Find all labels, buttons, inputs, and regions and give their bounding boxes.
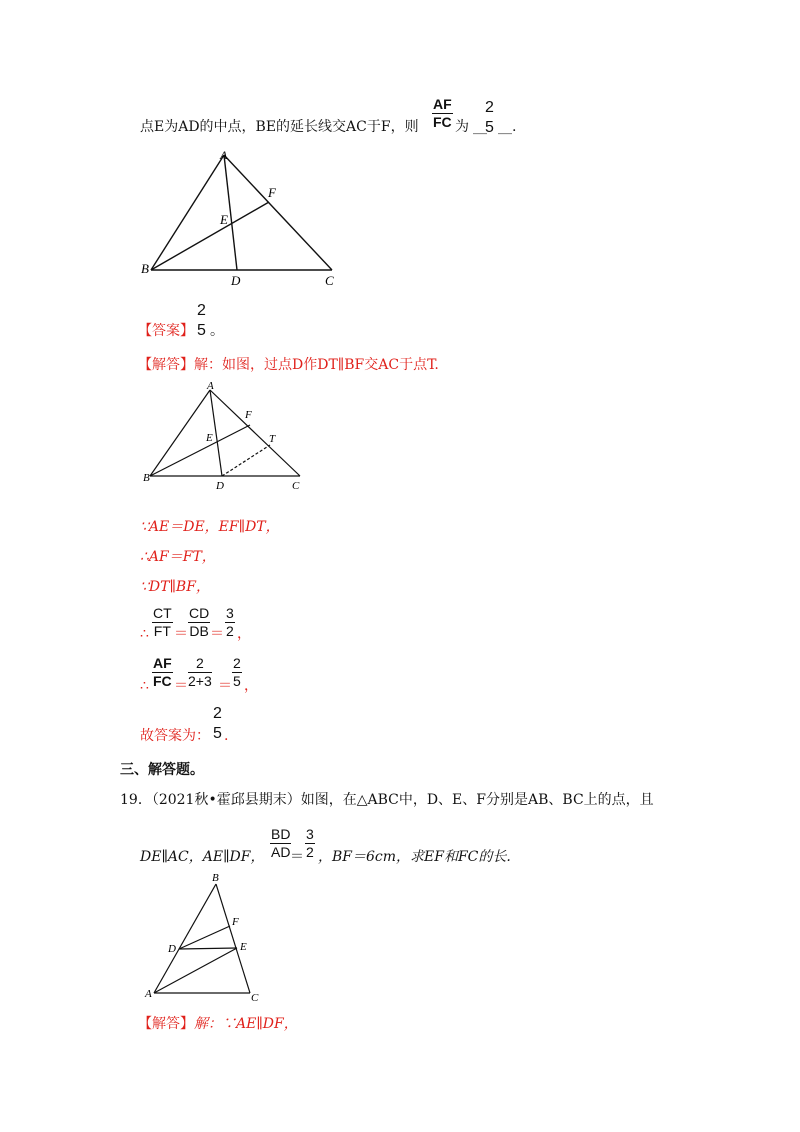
label-C: C: [325, 273, 334, 288]
final-fraction: 2 5: [213, 705, 222, 742]
label-F: F: [245, 409, 252, 421]
label-F: F: [232, 916, 239, 928]
step5-frac-2-over-sum: 2 2+3: [188, 655, 212, 689]
label-D: D: [168, 943, 176, 955]
fraction-denominator: 5: [485, 119, 494, 136]
q19-answer-label: 【解答】: [138, 1016, 194, 1032]
question-text: 点E为AD的中点，BE的延长线交AC于F，则: [140, 119, 419, 135]
step5-eq2: ＝: [218, 678, 232, 694]
fraction-denominator: FC: [433, 114, 452, 130]
final-answer-text: 故答案为：: [140, 728, 210, 744]
fraction-numerator: AF: [433, 96, 452, 112]
step5-frac-2-5: 2 5: [233, 655, 241, 689]
step4-frac-ct-ft: CT FT: [153, 605, 172, 639]
label-E: E: [206, 432, 213, 444]
label-T: T: [269, 433, 276, 445]
answer-fraction: 2 5: [197, 302, 206, 339]
solution-header: [138, 356, 439, 374]
answer-tail: 。: [210, 323, 224, 339]
step-4-prefix: ∴: [140, 626, 149, 642]
question-text-line: [140, 118, 419, 136]
label-B: B: [212, 872, 219, 884]
step5-frac-af-fc: AF FC: [153, 655, 172, 689]
step5-eq1: ＝: [174, 678, 188, 694]
step4-frac-3-2: 3 2: [226, 605, 234, 639]
step-2: ∴AF＝FT，: [140, 549, 216, 565]
step-3: ∵DT∥BF，: [140, 579, 210, 595]
step4-tail: ，: [237, 626, 251, 642]
label-A: A: [145, 988, 152, 1000]
label-C: C: [292, 480, 300, 492]
triangle-figure-1: [135, 145, 355, 295]
final-answer-tail: .: [224, 728, 229, 744]
question-blank-pre: __: [473, 119, 487, 135]
step-1: ∵AE＝DE，EF∥DT，: [140, 519, 280, 535]
q19-line2-post: ，BF＝6cm，求EF和FC的长.: [318, 849, 511, 865]
label-B: B: [141, 261, 149, 276]
answer-label: 【答案】: [138, 323, 194, 339]
label-A: A: [220, 148, 228, 162]
step4-frac-cd-db: CD DB: [189, 605, 210, 639]
fraction-numerator: 2: [485, 99, 494, 116]
question-blank-post: __.: [498, 119, 517, 135]
question-wei: 为: [455, 119, 469, 135]
q19-line1: 19．（2021秋•霍邱县期末）如图，在△ABC中，D、E、F分别是AB、BC上的点，且: [120, 792, 654, 808]
solution-label: 【解答】: [138, 357, 194, 373]
q19-fraction-bd-ad: BD AD: [271, 826, 291, 860]
step4-eq1: ＝: [174, 626, 188, 642]
solution-text: 解：如图，过点D作DT∥BF交AC于点T.: [194, 357, 439, 373]
step4-eq2: ＝: [210, 626, 224, 642]
q19-fraction-3-2: 3 2: [306, 826, 314, 860]
label-E: E: [240, 941, 247, 953]
label-F: F: [268, 185, 276, 200]
triangle-figure-2: [140, 378, 320, 498]
triangle-figure-3: [142, 870, 272, 1010]
label-E: E: [220, 212, 228, 227]
label-D: D: [216, 480, 224, 492]
q19-eq: ＝: [290, 849, 304, 865]
label-C: C: [251, 992, 259, 1004]
q19-answer-text: 解：∵AE∥DF，: [194, 1016, 298, 1032]
label-A: A: [207, 380, 214, 392]
step5-tail: ，: [244, 678, 258, 694]
af-fc-fraction: [432, 96, 453, 130]
section-title: 三、解答题。: [120, 762, 204, 778]
step-5-prefix: ∴: [140, 678, 149, 694]
q19-answer: [138, 1015, 298, 1033]
label-B: B: [143, 472, 150, 484]
q19-line2-pre: DE∥AC，AE∥DF，: [140, 849, 265, 865]
label-D: D: [231, 273, 241, 288]
